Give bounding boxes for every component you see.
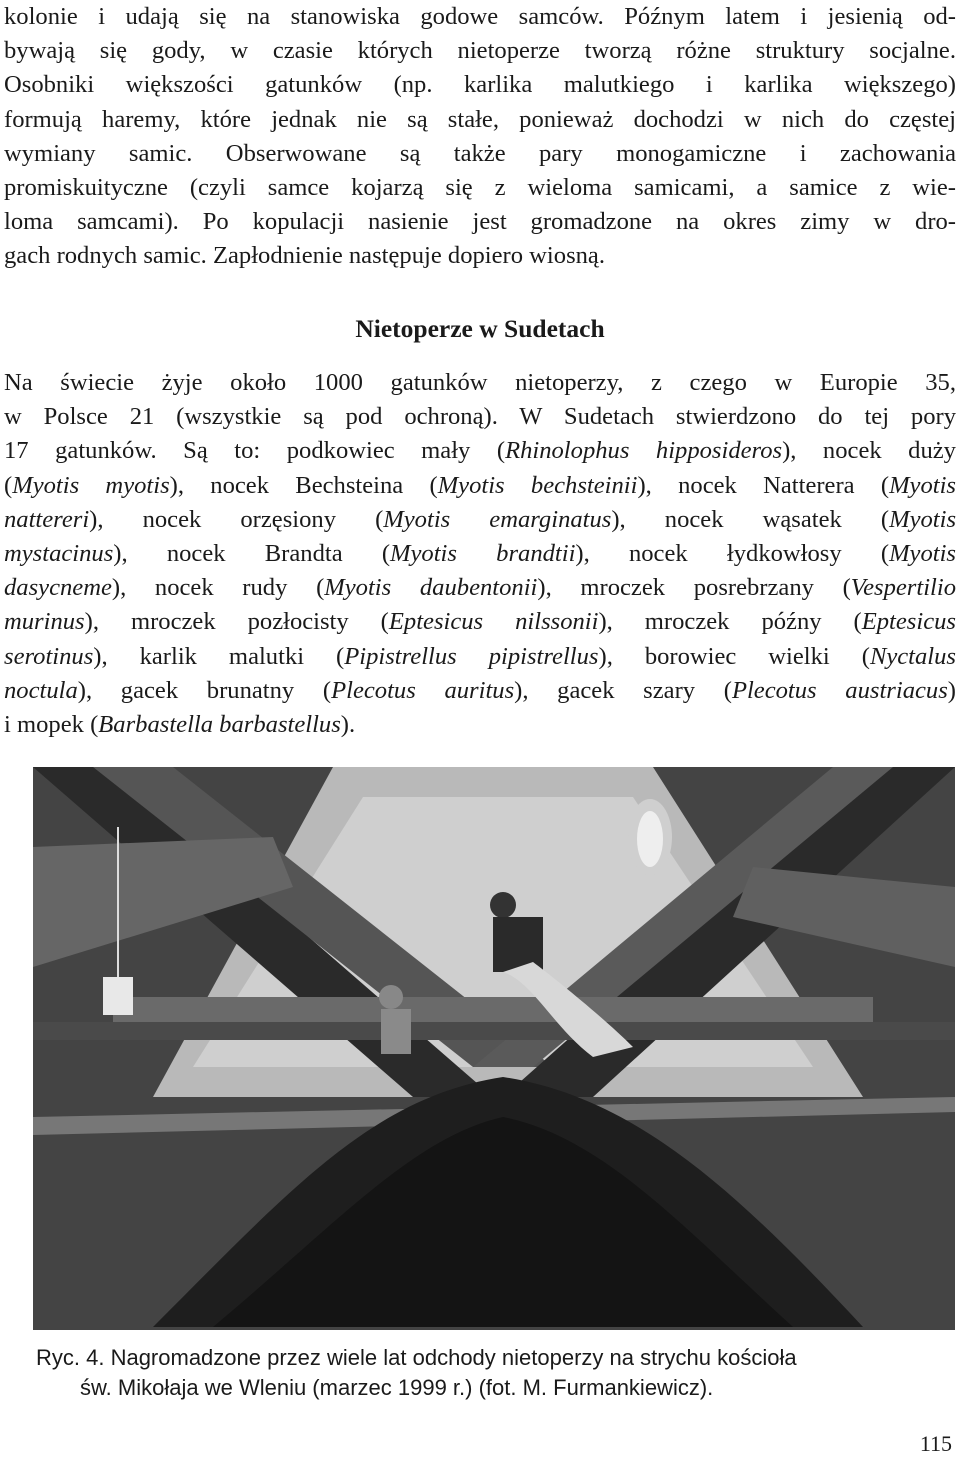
species-latin-name: Plecotus austriacus: [731, 676, 948, 704]
text-line: gach rodnych samic. Zapłodnienie następuje dopiero wiosną.: [4, 242, 605, 270]
text-segment: Na świecie żyje około 1000 gatunków nietoperzy, z czego w Europie 35,: [4, 369, 956, 396]
text-segment: ), mroczek posrebrzany (: [537, 574, 851, 602]
text-segment: ), gacek szary (: [514, 676, 732, 704]
text-line: [4, 400, 956, 434]
species-latin-name: Myotis: [889, 505, 957, 533]
figure-caption: [36, 1343, 926, 1403]
text-segment: w Polsce 21 (wszystkie są pod ochroną). W Sudetach stwierdzono do tej pory: [4, 403, 956, 431]
species-latin-name: Eptesicus nilssonii: [388, 608, 599, 636]
text-line: [4, 640, 956, 674]
text-line: wymiany samic. Obserwowane są także pary monogamiczne i zachowania: [4, 139, 956, 167]
species-latin-name: Eptesicus: [861, 608, 956, 636]
text-line: [4, 434, 956, 468]
text-line: loma samcami). Po kopulacji nasienie jest gromadzone na okres zimy w dro-: [4, 208, 956, 236]
species-latin-name: Myotis daubentonii: [324, 574, 538, 602]
species-latin-name: Myotis: [889, 540, 956, 568]
text-segment: ), nocek Brandta (: [113, 540, 391, 568]
attic-photo: [33, 767, 955, 1330]
text-line: [4, 366, 956, 400]
text-segment: ), mroczek pozłocisty (: [84, 608, 389, 636]
text-line: formują haremy, które jednak nie są stałe, ponieważ dochodzi w nich do częstej: [4, 105, 956, 133]
text-segment: (: [4, 471, 13, 499]
text-line: [4, 503, 956, 537]
text-line: promiskuityczne (czyli samce kojarzą się z wieloma samicami, a samice z wie-: [4, 174, 956, 202]
text-segment: ), mroczek późny (: [598, 608, 862, 636]
species-latin-name: Myotis bechsteinii: [437, 471, 638, 499]
caption-line: Ryc. 4. Nagromadzone przez wiele lat odchody nietoperzy na strychu kościoła: [36, 1345, 797, 1370]
species-latin-name: Vespertilio: [850, 574, 956, 602]
text-line: Osobniki większości gatunków (np. karlika malutkiego i karlika większego): [4, 71, 956, 99]
text-segment: ).: [340, 711, 356, 739]
text-segment: ), nocek rudy (: [111, 574, 325, 602]
text-segment: ), gacek brunatny (: [77, 676, 332, 704]
text-line: [4, 537, 956, 571]
text-line: [4, 469, 956, 503]
species-latin-name: Plecotus auritus: [331, 676, 515, 704]
text-segment: ), borowiec wielki (: [598, 642, 870, 670]
text-segment: i mopek (: [4, 711, 99, 739]
species-latin-name: Myotis: [889, 471, 956, 499]
text-segment: 17 gatunków. Są to: podkowiec mały (: [4, 437, 506, 465]
species-latin-name: dasycneme: [4, 574, 112, 602]
text-segment: ), nocek orzęsiony (: [89, 505, 384, 533]
species-latin-name: mystacinus: [4, 540, 114, 568]
species-latin-name: Nyctalus: [869, 642, 957, 670]
text-line: [4, 708, 956, 742]
species-latin-name: murinus: [4, 608, 85, 636]
species-latin-name: Barbastella barbastellus: [98, 711, 341, 739]
text-line: [4, 571, 956, 605]
text-segment: ), nocek Bechsteina (: [169, 471, 438, 499]
text-segment: ), karlik malutki (: [93, 642, 345, 670]
species-paragraph: [4, 366, 956, 742]
species-latin-name: Myotis brandtii: [390, 540, 576, 568]
species-latin-name: nattereri: [4, 505, 90, 533]
text-segment: ), nocek łydkowłosy (: [575, 540, 890, 568]
text-line: [4, 674, 956, 708]
text-segment: ), nocek Natterera (: [637, 471, 890, 499]
intro-paragraph: [4, 0, 956, 274]
page-number: 115: [919, 1431, 952, 1456]
attic-photo-illustration: [33, 767, 955, 1330]
species-latin-name: Pipistrellus pipistrellus: [344, 642, 599, 670]
text-line: [4, 605, 956, 639]
caption-line: św. Mikołaja we Wleniu (marzec 1999 r.) (fot. M. Furmankiewicz).: [80, 1375, 714, 1400]
text-segment: ), nocek wąsatek (: [611, 505, 890, 533]
species-latin-name: Rhinolophus hipposideros: [505, 437, 783, 465]
text-line: kolonie i udają się na stanowiska godowe samców. Późnym latem i jesienią od-: [4, 3, 956, 30]
section-heading: Nietoperze w Sudetach: [355, 314, 605, 343]
text-segment: ), nocek duży: [782, 437, 956, 465]
text-line: bywają się gody, w czasie których nietoperze tworzą różne struktury socjalne.: [4, 37, 956, 65]
text-segment: ): [947, 676, 956, 704]
species-latin-name: serotinus: [4, 642, 94, 670]
species-latin-name: Myotis emarginatus: [383, 505, 612, 533]
species-latin-name: noctula: [4, 676, 78, 704]
species-latin-name: Myotis myotis: [12, 471, 170, 499]
